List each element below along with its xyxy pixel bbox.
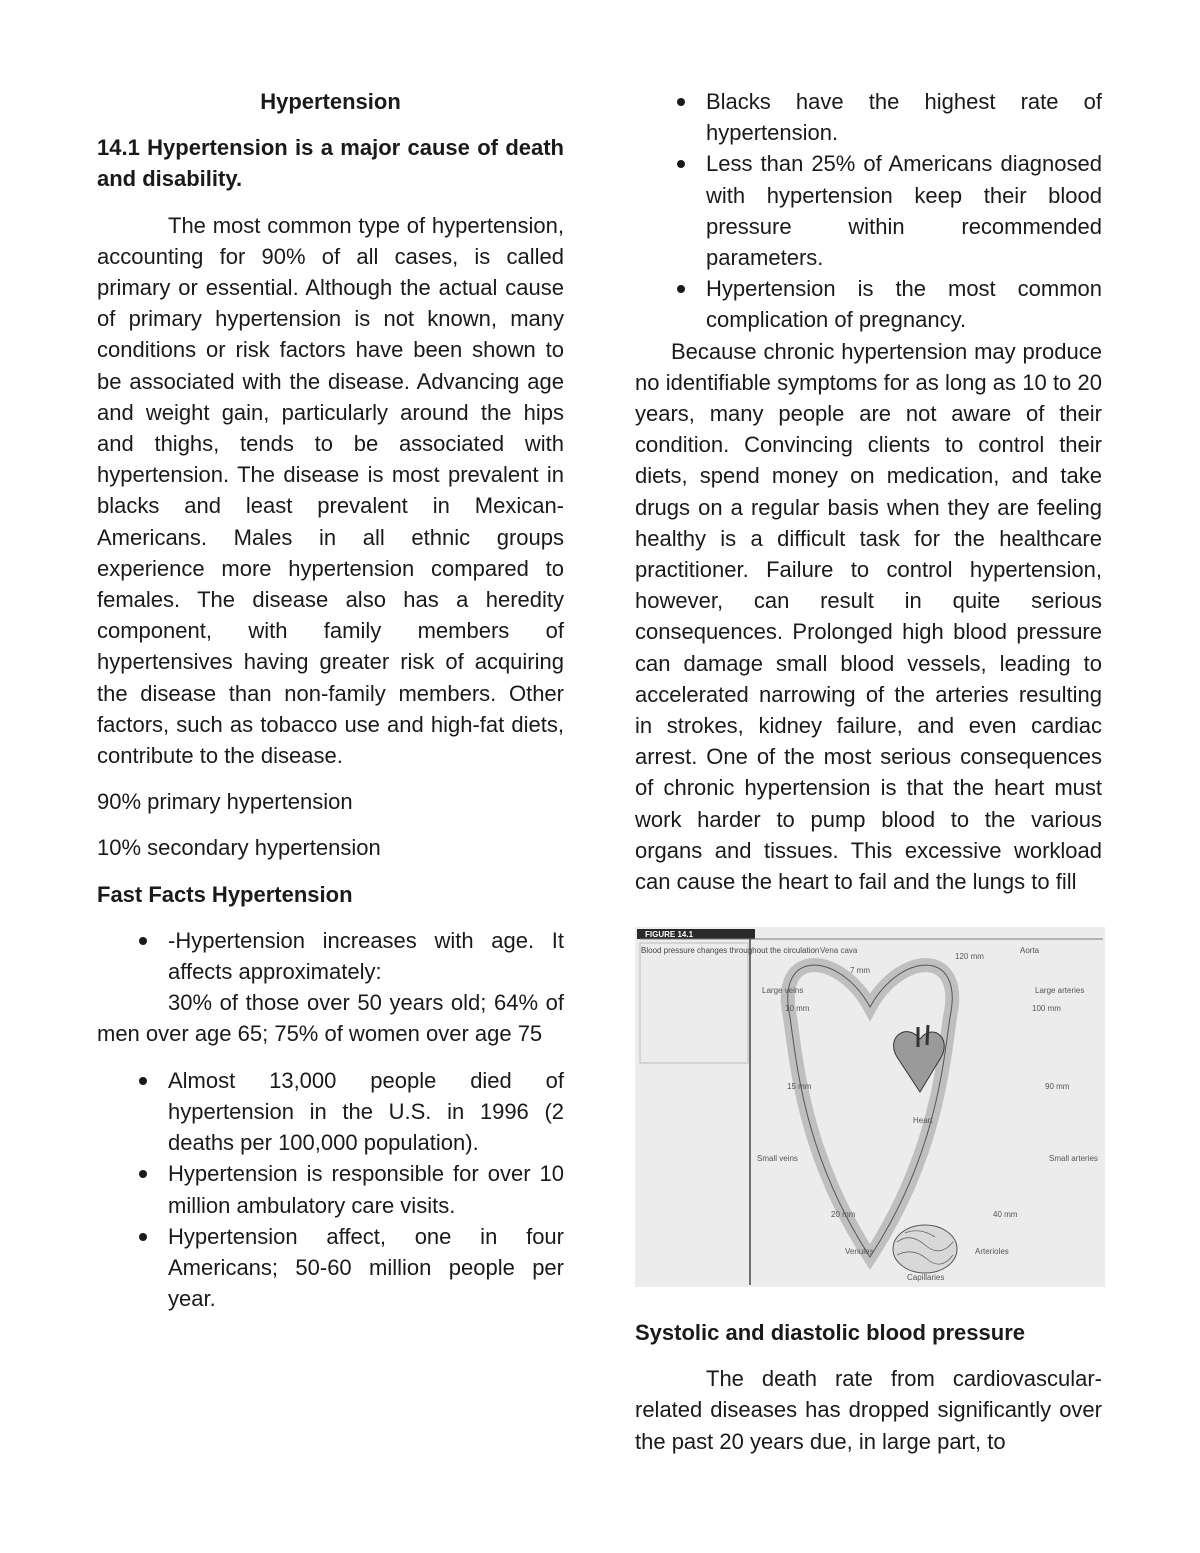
pressure-20-label: 20 mm [831, 1210, 856, 1219]
list-item [97, 1221, 564, 1315]
list-item-text: Blacks have the highest rate of hypertension. [706, 89, 1102, 146]
bullet-icon [139, 1077, 147, 1085]
fast-facts-list-1 [97, 925, 564, 987]
list-item [635, 86, 1102, 148]
pressure-7-label: 7 mm [850, 966, 870, 975]
list-item-text: Hypertension is responsible for over 10 million ambulatory care visits. [168, 1161, 564, 1218]
fast-facts-heading: Fast Facts Hypertension [97, 881, 353, 907]
circulation-diagram [635, 927, 1105, 1287]
list-item-text: Hypertension is the most common complication of pregnancy. [706, 276, 1102, 333]
bullet-icon [677, 98, 685, 106]
bullet-icon [139, 937, 147, 945]
document-title: Hypertension [260, 89, 401, 114]
list-item [97, 1065, 564, 1159]
list-item [97, 925, 564, 987]
systolic-paragraph: The death rate from cardiovascular-related diseases has dropped significantly over the past 20 years due, in large part, to [635, 1366, 1102, 1454]
blood-pressure-figure [635, 927, 1105, 1287]
figure-caption: Blood pressure changes throughout the circulation [641, 946, 820, 955]
bullet-icon [677, 285, 685, 293]
bullet-icon [677, 160, 685, 168]
bullet-icon [139, 1233, 147, 1241]
right-column-lower [635, 1317, 1102, 1472]
capillaries-label: Capillaries [907, 1273, 945, 1282]
pressure-120-label: 120 mm [955, 952, 984, 961]
fast-facts-list-3 [635, 86, 1102, 336]
pressure-100-label: 100 mm [1032, 1004, 1061, 1013]
pressure-15-label: 15 mm [787, 1082, 812, 1091]
aorta-label: Aorta [1020, 946, 1040, 955]
arterioles-label: Arterioles [975, 1247, 1009, 1256]
secondary-hypertension-line: 10% secondary hypertension [97, 835, 381, 861]
right-column [635, 86, 1102, 912]
pressure-40-label: 40 mm [993, 1210, 1018, 1219]
list-item-text: Hypertension affect, one in four Americans; 50-60 million people per year. [168, 1223, 564, 1312]
large-veins-label: Large veins [762, 986, 804, 995]
large-arteries-label: Large arteries [1035, 986, 1085, 995]
fact-continuation [97, 987, 564, 1049]
fast-facts-list-2 [97, 1065, 564, 1315]
list-item-text: -Hypertension increases with age. It affects approximately: [168, 927, 564, 985]
chronic-hypertension-paragraph: Because chronic hypertension may produce no identifiable symptoms for as long as 10 to 20 years, many people are not aware of their condition. Convincing clients to control their diets, spend money on medication, and take drugs on a regular basis when they are feeling healthy is a difficult task for the healthcare practitioner. Failure to control hypertension, however, can result in quite serious consequences. Prolonged high blood pressure can damage small blood vessels, leading to accelerated narrowing of the arteries resulting in strokes, kidney failure, and even cardiac arrest. One of the most serious consequences of chronic hypertension is that the heart must work harder to pump blood to the various organs and tissues. This excessive workload can cause the heart to fail and the lungs to fill [635, 338, 1102, 895]
pressure-90-label: 90 mm [1045, 1082, 1070, 1091]
fact-continuation-text: 30% of those over 50 years old; 64% of men over age 65; 75% of women over age 75 [97, 990, 564, 1047]
list-item-text: Less than 25% of Americans diagnosed with hypertension keep their blood pressure within recommended parameters. [706, 151, 1102, 271]
figure-tag: FIGURE 14.1 [645, 930, 694, 939]
heart-label: Heart [913, 1116, 933, 1125]
venules-label: Venules [845, 1247, 874, 1256]
small-veins-label: Small veins [757, 1154, 798, 1163]
bullet-icon [139, 1170, 147, 1178]
list-item [97, 1158, 564, 1220]
intro-paragraph: The most common type of hypertension, accounting for 90% of all cases, is called primary or essential. Although the actual cause of primary hypertension is not known, many conditions or risk factors have been shown to be associated with the disease. Advancing age and weight gain, particularly around the hips and thighs, tends to be associated with hypertension. The disease is most prevalent in blacks and least prevalent in Mexican-Americans. Males in all ethnic groups experience more hypertension compared to females. The disease also has a heredity component, with family members of hypertensives having greater risk of acquiring the disease than non-family members. Other factors, such as tobacco use and high-fat diets, contribute to the disease. [97, 212, 564, 769]
primary-hypertension-line: 90% primary hypertension [97, 789, 353, 815]
vena-cava-label: Vena cava [820, 946, 858, 955]
section-heading: 14.1 Hypertension is a major cause of death and disability. [97, 135, 564, 192]
capillary-bed [893, 1225, 957, 1273]
left-column [97, 86, 564, 1329]
systolic-diastolic-heading: Systolic and diastolic blood pressure [635, 1320, 1025, 1345]
small-arteries-label: Small arteries [1049, 1154, 1098, 1163]
list-item [635, 273, 1102, 335]
pressure-10-label: 10 mm [785, 1004, 810, 1013]
list-item [635, 148, 1102, 273]
list-item-text: Almost 13,000 people died of hypertension in the U.S. in 1996 (2 deaths per 100,000 population). [168, 1067, 564, 1156]
